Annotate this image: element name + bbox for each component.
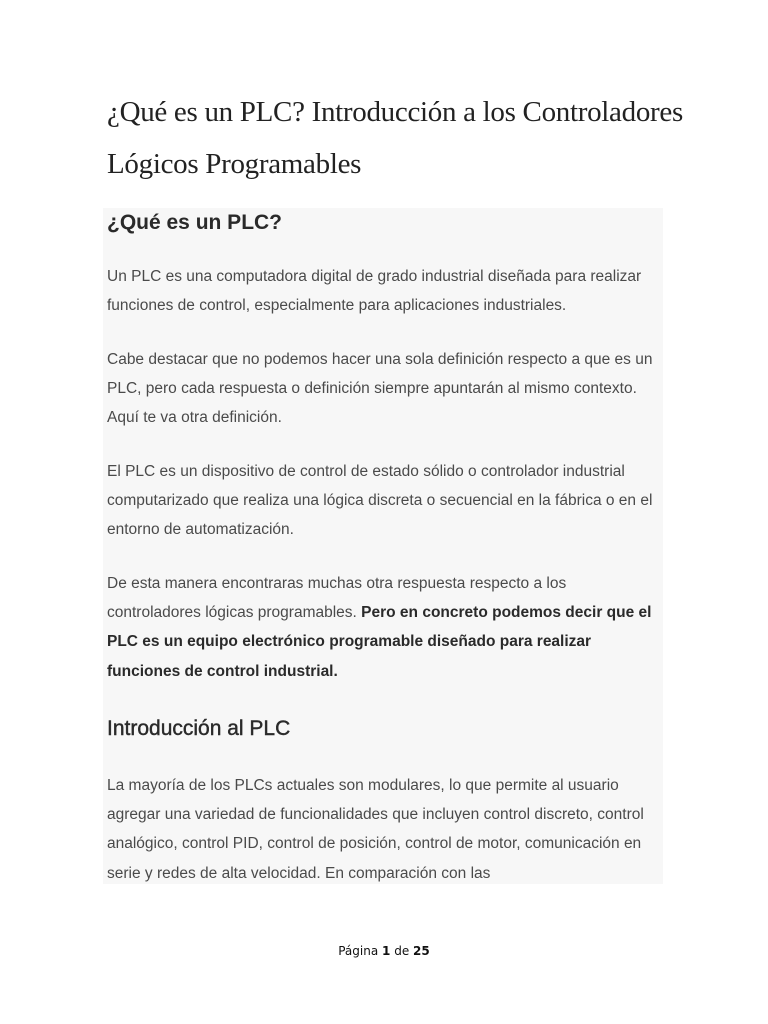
footer-page-word: Página: [338, 944, 379, 958]
paragraph-summary-text: De esta manera encontraras muchas otra respuesta respecto a los controladores lógicas programables.: [107, 575, 567, 622]
footer-of-word: de: [394, 944, 410, 958]
paragraph-another-definition: Cabe destacar que no podemos hacer una sola definición respecto a que es un PLC, pero cada respuesta o definición siempre apuntarán al mismo contexto. Aquí te va otra definición.: [107, 351, 653, 427]
footer-current-page: 1: [382, 944, 391, 958]
document-title: ¿Qué es un PLC? Introducción a los Controladores Lógicos Programables: [107, 96, 683, 180]
paragraph-summary-bold: Pero en concreto podemos decir que el PLC es un equipo electrónico programable diseñado para realizar funciones de control industrial.: [107, 604, 652, 680]
paragraph-summary: [107, 569, 663, 686]
paragraph-solid-state: El PLC es un dispositivo de control de estado sólido o controlador industrial computarizado que realiza una lógica discreta o secuencial en la fábrica o en el entorno de automatización.: [107, 463, 653, 539]
section-heading-what-is-plc: ¿Qué es un PLC?: [107, 211, 283, 234]
article-content: [103, 208, 663, 884]
section-heading-introduction: Introducción al PLC: [107, 717, 291, 740]
paragraph-definition: Un PLC es una computadora digital de grado industrial diseñada para realizar funciones de control, especialmente para aplicaciones industriales.: [107, 268, 642, 315]
paragraph-modular-plcs: La mayoría de los PLCs actuales son modulares, lo que permite al usuario agregar una variedad de funcionalidades que incluyen control discreto, control analógico, control PID, control de posición, control de motor, comunicación en serie y redes de alta velocidad. En comparación con las: [107, 777, 644, 882]
footer-total-pages: 25: [413, 944, 430, 958]
page-footer: [0, 944, 768, 958]
